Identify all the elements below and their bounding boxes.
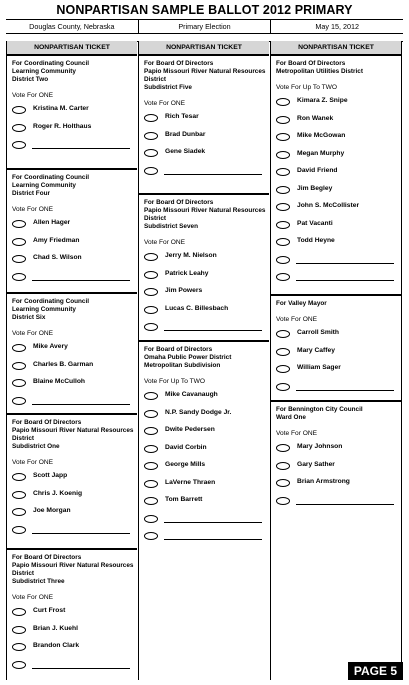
vote-oval[interactable] (144, 515, 158, 523)
vote-instruction: Vote For ONE (144, 100, 186, 107)
write-in-line[interactable] (32, 533, 130, 534)
candidate-row[interactable] (7, 100, 137, 118)
candidate-row[interactable] (271, 342, 401, 360)
race-section (7, 413, 137, 537)
page-number: PAGE 5 (348, 662, 403, 680)
race-title-line: District (12, 570, 35, 577)
candidate-name: Mike McGowan (297, 132, 346, 139)
candidate-name: LaVerne Thraen (165, 478, 216, 486)
candidate-row[interactable] (271, 215, 401, 233)
candidate-row[interactable] (139, 247, 269, 265)
candidate-name: Chad S. Wilson (33, 254, 82, 261)
race-title (7, 550, 137, 586)
vote-oval[interactable] (276, 497, 290, 505)
candidate-name: David Friend (297, 167, 338, 174)
candidate-row[interactable] (271, 438, 401, 456)
candidate-name: Mary Caffey (297, 346, 335, 354)
race-title-line: Subdistrict Five (144, 84, 192, 91)
candidate-name: Allen Hager (33, 219, 71, 226)
vote-oval[interactable] (144, 306, 158, 314)
candidate-name: Pat Vacanti (297, 219, 333, 227)
candidate-name: Mike Cavanaugh (165, 391, 218, 398)
vote-instruction: Vote For ONE (12, 92, 54, 99)
write-in-line[interactable] (296, 280, 394, 281)
vote-instruction: Vote For Up To TWO (276, 84, 337, 91)
ticket-header: NONPARTISAN TICKET (271, 41, 401, 55)
candidate-row[interactable] (271, 127, 401, 145)
candidate-row[interactable] (139, 282, 269, 300)
vote-oval[interactable] (12, 491, 26, 499)
vote-oval[interactable] (12, 643, 26, 651)
race-title-line: Papio Missouri River Natural Resources (12, 562, 134, 569)
vote-oval[interactable] (144, 288, 158, 296)
race-title-line: District (144, 215, 167, 222)
race-section (7, 168, 137, 284)
vote-oval[interactable] (144, 445, 158, 453)
ballot-column-2 (138, 41, 269, 680)
vote-instruction: Vote For ONE (276, 316, 318, 323)
candidate-row[interactable] (7, 467, 137, 485)
vote-oval[interactable] (12, 273, 26, 281)
race-title-line: Learning Community (12, 182, 76, 189)
vote-oval[interactable] (276, 444, 290, 452)
vote-oval[interactable] (144, 149, 158, 157)
write-in-line[interactable] (296, 390, 394, 391)
candidate-row[interactable] (139, 404, 269, 422)
vote-oval[interactable] (144, 480, 158, 488)
candidate-row[interactable] (271, 324, 401, 342)
candidate-name: Todd Heyne (297, 237, 335, 244)
write-in-row[interactable] (7, 267, 137, 285)
race-title-line: For Coordinating Council (12, 174, 90, 181)
vote-oval[interactable] (144, 253, 158, 261)
vote-instruction: Vote For ONE (144, 239, 186, 246)
candidate-name: David Corbin (165, 443, 207, 451)
candidate-name: George Mills (165, 461, 206, 468)
vote-oval[interactable] (12, 661, 26, 669)
candidate-name: Mike Avery (33, 343, 68, 350)
race-title-line: For Board Of Directors (12, 554, 82, 561)
candidate-row[interactable] (7, 637, 137, 655)
candidate-name: Megan Murphy (297, 149, 345, 157)
vote-oval[interactable] (276, 133, 290, 141)
candidate-name: Jim Begley (297, 184, 333, 192)
write-in-line[interactable] (32, 404, 130, 405)
write-in-line[interactable] (32, 668, 130, 669)
race-title-line: For Coordinating Council (12, 298, 90, 305)
candidate-row[interactable] (7, 602, 137, 620)
race-title-line: For Valley Mayor (276, 300, 327, 307)
candidate-name: William Sager (297, 364, 341, 371)
candidate-row[interactable] (7, 338, 137, 356)
candidate-name: Dwite Pedersen (165, 426, 215, 433)
candidate-row[interactable] (7, 485, 137, 503)
ballot-title: NONPARTISAN SAMPLE BALLOT 2012 PRIMARY (56, 3, 353, 17)
race-section (7, 548, 137, 672)
vote-instruction: Vote For Up To TWO (144, 378, 205, 385)
race-title (139, 342, 269, 370)
candidate-name: Blaine McCulloh (33, 378, 86, 385)
vote-oval[interactable] (276, 186, 290, 194)
candidate-row[interactable] (139, 491, 269, 509)
race-title-line: For Board Of Directors (12, 419, 82, 426)
vote-oval[interactable] (276, 330, 290, 338)
candidate-name: Patrick Leahy (165, 269, 209, 277)
candidate-row[interactable] (139, 108, 269, 126)
candidate-row[interactable] (271, 145, 401, 163)
vote-oval[interactable] (12, 362, 26, 370)
candidate-name: Charles B. Garman (33, 360, 94, 368)
candidate-name: Jim Powers (165, 287, 203, 294)
race-title-line: Metropolitan Utilities District (276, 68, 363, 75)
write-in-row[interactable] (139, 161, 269, 179)
vote-oval[interactable] (144, 532, 158, 540)
ballot-column-1 (6, 41, 137, 680)
candidate-row[interactable] (271, 92, 401, 110)
write-in-row[interactable] (271, 491, 401, 509)
candidate-row[interactable] (139, 143, 269, 161)
county-label: Douglas County, Nebraska (29, 22, 115, 31)
vote-oval[interactable] (276, 168, 290, 176)
race-title (271, 296, 401, 308)
race-title-line: District Six (12, 314, 46, 321)
candidate-name: Mary Johnson (297, 443, 343, 450)
race-title-line: District (144, 76, 167, 83)
date-label: May 15, 2012 (270, 20, 403, 33)
candidate-name: John S. McCollister (297, 202, 360, 209)
candidate-name: Roger R. Holthaus (33, 122, 92, 130)
race-title-line: Subdistrict Three (12, 578, 65, 585)
vote-oval[interactable] (144, 410, 158, 418)
candidate-row[interactable] (139, 439, 269, 457)
vote-oval[interactable] (144, 462, 158, 470)
vote-oval[interactable] (12, 397, 26, 405)
race-title (7, 170, 137, 198)
vote-oval[interactable] (276, 479, 290, 487)
race-title-line: Papio Missouri River Natural Resources (144, 207, 266, 214)
candidate-name: Rich Tesar (165, 113, 199, 120)
race-title (271, 402, 401, 422)
write-in-row[interactable] (139, 317, 269, 335)
race-title-line: Omaha Public Power District (144, 354, 232, 361)
vote-instruction: Vote For ONE (12, 330, 54, 337)
vote-oval[interactable] (12, 526, 26, 534)
candidate-name: Brian Armstrong (297, 478, 350, 485)
candidate-row[interactable] (139, 456, 269, 474)
vote-instruction: Vote For ONE (276, 430, 318, 437)
race-title-line: Papio Missouri River Natural Resources (12, 427, 134, 434)
vote-oval[interactable] (276, 365, 290, 373)
write-in-line[interactable] (296, 263, 394, 264)
candidate-name: Kristina M. Carter (33, 105, 89, 112)
candidate-row[interactable] (7, 356, 137, 374)
candidate-name: Kimara Z. Snipe (297, 97, 348, 104)
race-title-line: Subdistrict Seven (144, 223, 198, 230)
write-in-row[interactable] (7, 655, 137, 673)
candidate-name: Chris J. Koenig (33, 489, 83, 497)
race-title (139, 195, 269, 231)
candidate-row[interactable] (271, 473, 401, 491)
race-title-line: Learning Community (12, 68, 76, 75)
vote-instruction: Vote For ONE (12, 206, 54, 213)
vote-oval[interactable] (12, 344, 26, 352)
write-in-line[interactable] (32, 280, 130, 281)
vote-oval[interactable] (276, 151, 290, 159)
candidate-row[interactable] (7, 214, 137, 232)
race-title-line: For Bennington City Council (276, 406, 363, 413)
candidate-name: Lucas C. Billesbach (165, 304, 229, 312)
candidate-row[interactable] (271, 110, 401, 128)
vote-oval[interactable] (12, 473, 26, 481)
ballot-header (6, 19, 403, 34)
candidate-name: Jerry M. Nielson (165, 252, 217, 259)
race-title-line: Papio Missouri River Natural Resources (144, 68, 266, 75)
race-section (139, 193, 269, 335)
vote-oval[interactable] (276, 116, 290, 124)
vote-oval[interactable] (144, 497, 158, 505)
candidate-row[interactable] (271, 232, 401, 250)
vote-oval[interactable] (144, 167, 158, 175)
ticket-header: NONPARTISAN TICKET (7, 41, 137, 55)
race-title (139, 56, 269, 92)
race-section (271, 400, 401, 508)
candidate-name: Amy Friedman (33, 236, 80, 244)
candidate-row[interactable] (271, 180, 401, 198)
write-in-row[interactable] (7, 520, 137, 538)
candidate-name: Scott Japp (33, 472, 68, 479)
write-in-row[interactable] (7, 391, 137, 409)
race-title-line: District Two (12, 76, 49, 83)
candidate-row[interactable] (139, 300, 269, 318)
candidate-row[interactable] (7, 118, 137, 136)
race-title (271, 56, 401, 76)
vote-oval[interactable] (144, 132, 158, 140)
vote-oval[interactable] (276, 98, 290, 106)
write-in-line[interactable] (296, 504, 394, 505)
write-in-line[interactable] (164, 174, 262, 175)
race-title (7, 56, 137, 84)
candidate-name: Brian J. Kuehl (33, 624, 78, 632)
candidate-name: N.P. Sandy Dodge Jr. (165, 408, 232, 416)
election-label: Primary Election (138, 20, 271, 33)
vote-oval[interactable] (12, 626, 26, 634)
candidate-row[interactable] (139, 265, 269, 283)
vote-oval[interactable] (276, 383, 290, 391)
race-section (139, 340, 269, 544)
write-in-row[interactable] (271, 250, 401, 268)
race-title (7, 415, 137, 451)
race-title-line: Metropolitan Subdivision (144, 362, 221, 369)
race-section (7, 54, 137, 153)
candidate-row[interactable] (139, 126, 269, 144)
vote-oval[interactable] (144, 114, 158, 122)
candidate-name: Carroll Smith (297, 329, 339, 336)
vote-oval[interactable] (12, 608, 26, 616)
race-title-line: District (12, 435, 35, 442)
vote-oval[interactable] (144, 271, 158, 279)
vote-oval[interactable] (144, 427, 158, 435)
candidate-row[interactable] (139, 421, 269, 439)
race-title-line: For Board Of Directors (144, 60, 214, 67)
ticket-header: NONPARTISAN TICKET (139, 41, 269, 55)
race-title-line: For Board Of Directors (144, 199, 214, 206)
vote-oval[interactable] (12, 379, 26, 387)
write-in-row[interactable] (7, 135, 137, 153)
write-in-row[interactable] (271, 267, 401, 285)
write-in-line[interactable] (164, 330, 262, 331)
vote-oval[interactable] (276, 238, 290, 246)
race-section (271, 54, 401, 285)
candidate-row[interactable] (271, 359, 401, 377)
candidate-name: Brad Dunbar (165, 130, 206, 138)
candidate-name: Joe Morgan (33, 507, 71, 514)
candidate-row[interactable] (139, 474, 269, 492)
candidate-name: Curt Frost (33, 607, 66, 614)
race-section (271, 294, 401, 394)
vote-oval[interactable] (276, 273, 290, 281)
candidate-row[interactable] (7, 620, 137, 638)
vote-oval[interactable] (12, 124, 26, 132)
candidate-row[interactable] (7, 502, 137, 520)
candidate-row[interactable] (7, 373, 137, 391)
vote-instruction: Vote For ONE (12, 459, 54, 466)
candidate-row[interactable] (271, 456, 401, 474)
candidate-row[interactable] (7, 249, 137, 267)
race-section (7, 292, 137, 408)
race-title-line: For Board of Directors (144, 346, 213, 353)
race-title-line: Ward One (276, 414, 306, 421)
vote-oval[interactable] (276, 203, 290, 211)
candidate-row[interactable] (271, 162, 401, 180)
vote-oval[interactable] (276, 462, 290, 470)
race-title-line: For Coordinating Council (12, 60, 90, 67)
vote-instruction: Vote For ONE (12, 594, 54, 601)
vote-oval[interactable] (12, 220, 26, 228)
candidate-row[interactable] (139, 386, 269, 404)
candidate-row[interactable] (271, 197, 401, 215)
vote-oval[interactable] (12, 255, 26, 263)
candidate-name: Ron Wanek (297, 114, 334, 122)
write-in-line[interactable] (164, 522, 262, 523)
vote-oval[interactable] (12, 141, 26, 149)
write-in-line[interactable] (32, 148, 130, 149)
write-in-row[interactable] (139, 509, 269, 527)
ballot-column-3 (270, 41, 402, 680)
race-section (139, 54, 269, 178)
candidate-name: Gary Sather (297, 460, 335, 468)
candidate-row[interactable] (7, 232, 137, 250)
vote-oval[interactable] (144, 323, 158, 331)
race-title-line: Learning Community (12, 306, 76, 313)
write-in-line[interactable] (164, 539, 262, 540)
race-title-line: District Four (12, 190, 50, 197)
race-title-line: Subdistrict One (12, 443, 60, 450)
vote-oval[interactable] (144, 392, 158, 400)
candidate-name: Gene Siadek (165, 148, 206, 155)
vote-oval[interactable] (276, 348, 290, 356)
vote-oval[interactable] (276, 256, 290, 264)
race-title-line: For Board Of Directors (276, 60, 346, 67)
write-in-row[interactable] (139, 526, 269, 544)
vote-oval[interactable] (12, 508, 26, 516)
write-in-row[interactable] (271, 377, 401, 395)
candidate-name: Brandon Clark (33, 642, 80, 649)
race-title (7, 294, 137, 322)
vote-oval[interactable] (276, 221, 290, 229)
candidate-name: Tom Barrett (165, 496, 203, 503)
vote-oval[interactable] (12, 238, 26, 246)
vote-oval[interactable] (12, 106, 26, 114)
